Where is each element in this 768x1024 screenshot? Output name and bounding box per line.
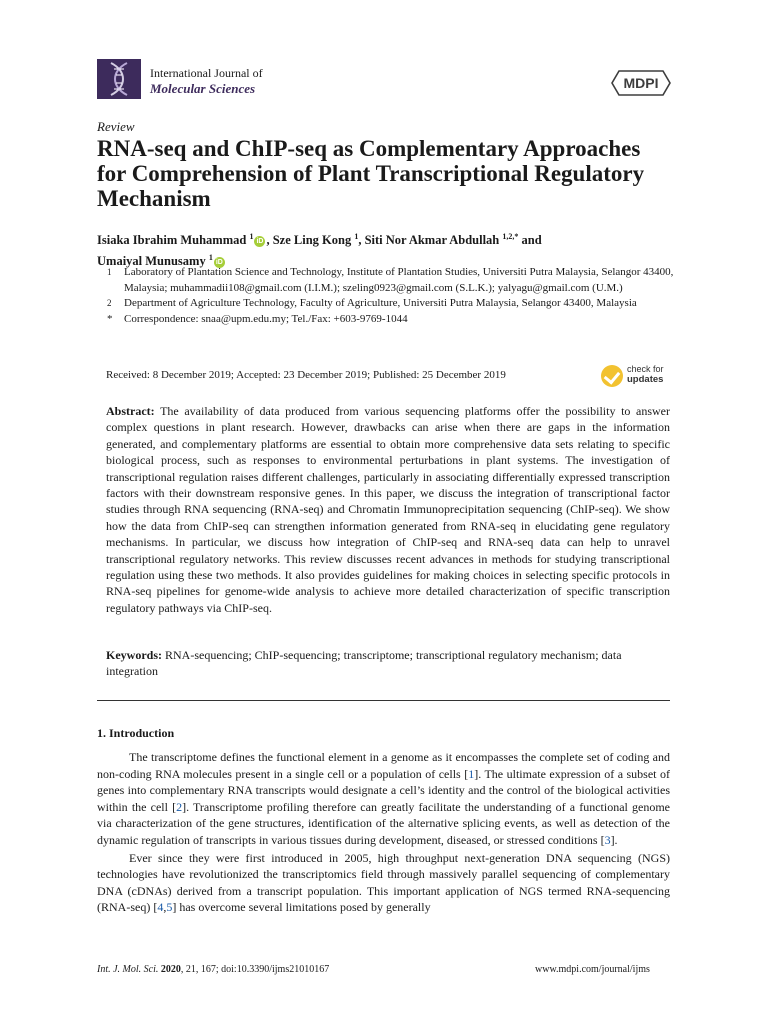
keywords <box>106 647 670 680</box>
keywords-label: Keywords: <box>106 648 162 662</box>
reference-link[interactable]: 4 <box>157 900 164 915</box>
section-heading: 1. Introduction <box>97 726 175 740</box>
author-list <box>97 228 677 270</box>
author-name: Siti Nor Akmar Abdullah <box>364 233 503 248</box>
author-affiliation-mark: 1 <box>249 232 254 241</box>
affiliation-text: Laboratory of Plantation Science and Technology, Institute of Plantation Studies, Universiti Putra Malaysia, Selangor 43400, Malaysia; muhammadii108@gmail.com (I.I.M.); szeling0923@gmail.com (S.L.K.); yalyagu@gmail.com (U.M.) <box>124 266 674 294</box>
reference-link[interactable]: 1 <box>468 766 475 781</box>
reference-link[interactable]: 5 <box>166 900 173 915</box>
keywords-text: RNA-sequencing; ChIP-sequencing; transcriptome; transcriptional regulatory mechanism; data integration <box>106 648 622 679</box>
author-name: Umaiyal Munusamy <box>97 254 209 269</box>
orcid-icon[interactable]: iD <box>215 259 223 267</box>
affiliation-row <box>97 312 677 328</box>
abstract-text: The availability of data produced from various sequencing platforms offer the possibility to answer complex questions in plant research. However, drawbacks can arise when there are gaps in the information generated, and complementary platforms are essential to obtain more comprehensive data sets relating to specific biological process, such as responses to environmental perturbations in plant systems. The investigation of transcriptional regulation raises different challenges, particularly in associating differentially expressed transcription factors with their downstream responsive genes. In this paper, we discuss the integration of transcriptional factor studies through RNA sequencing (RNA-seq) and Chromatin Immunoprecipitation sequencing (ChIP-seq). We show how the data from ChIP-seq can strengthen information generated from RNA-seq in elucidating gene regulatory mechanisms. In particular, we discuss how integration of ChIP-seq and RNA-seq data can help to unravel transcriptional regulatory networks. This review discusses recent advances in methods for studying transcriptional regulation using these two methods. It also provides guidelines for making choices in selecting specific protocols in RNA-seq pipelines for genome-wide analysis to achieve more detailed characterization of specific transcription regulatory pathways via ChIP-seq. <box>106 404 670 615</box>
author-separator: and <box>518 233 542 248</box>
reference-link[interactable]: 2 <box>176 799 183 814</box>
reference-link[interactable]: 3 <box>604 832 611 847</box>
publication-dates: Received: 8 December 2019; Accepted: 23 December 2019; Published: 25 December 2019 <box>106 369 506 381</box>
author-name: Sze Ling Kong <box>272 233 355 248</box>
section-body <box>97 749 670 916</box>
check-for-updates-button[interactable] <box>601 363 679 389</box>
abstract-label: Abstract: <box>106 404 155 418</box>
journal-logo <box>97 59 141 99</box>
journal-abbreviation: Int. J. Mol. Sci. <box>97 964 159 975</box>
year: 2020 <box>160 964 181 975</box>
affiliation-mark: 2 <box>107 298 112 308</box>
article-type: Review <box>97 119 135 134</box>
citation-footer <box>97 964 329 975</box>
article-title: RNA-seq and ChIP-seq as Complementary Approaches for Comprehension of Plant Transcriptional Regulatory Mechanism <box>97 136 645 211</box>
check-updates-icon <box>601 365 623 387</box>
affiliation-mark: * <box>107 312 113 325</box>
abstract <box>106 403 670 616</box>
author-affiliation-mark: 1 <box>208 253 213 263</box>
author-affiliation-mark: 1 <box>354 232 359 241</box>
author-affiliation-mark: 1,2,* <box>502 232 519 241</box>
affiliation-mark: 1 <box>107 267 112 277</box>
mdpi-logo-text: MDPI <box>623 75 659 91</box>
affiliations <box>97 265 677 327</box>
affiliation-row <box>97 296 677 312</box>
journal-name-line1: International Journal of <box>150 66 263 80</box>
paragraph: Ever since they were first introduced in 2005, high throughput next-generation DNA sequencing (NGS) technologies have revolutionized the transcriptomics field through massively parallel sequencing of complementary DNA (cDNAs) derived from a transcript population. This important application of NGS termed RNA-sequencing (RNA-seq) [4,5] has overcome several limitations posed by generally <box>97 850 670 915</box>
check-updates-label: check for updates <box>627 364 664 385</box>
journal-url[interactable]: www.mdpi.com/journal/ijms <box>535 964 650 975</box>
journal-name-line2: Molecular Sciences <box>150 81 256 96</box>
affiliation-text: Department of Agriculture Technology, Faculty of Agriculture, Universiti Putra Malaysia, Selangor 43400, Malaysia <box>124 297 637 309</box>
author-name: Isiaka Ibrahim Muhammad <box>97 233 250 248</box>
divider <box>97 700 670 701</box>
affiliation-row <box>97 265 677 296</box>
author-separator: , <box>358 233 365 248</box>
paragraph: The transcriptome defines the functional element in a genome as it encompasses the complete set of coding and non-coding RNA molecules present in a single cell or a population of cells [1]. The ultimate expression of a subset of genes into complementary RNA transcripts would designate a cell’s identity and the control of the biological activities within the cell [2]. Transcriptome profiling therefore can greatly facilitate the understanding of a functional genome via characterization of the gene structures, identification of the alternative splicing events, as well as detection of the dynamic regulation of transcripts in various tissues during development, diseased, or stressed conditions [3]. <box>97 750 671 847</box>
journal-name <box>150 66 263 96</box>
volume-doi: , 21, 167; doi:10.3390/ijms21010167 <box>180 964 330 975</box>
author-separator: , <box>266 233 273 248</box>
orcid-icon[interactable]: iD <box>256 238 264 246</box>
mdpi-logo[interactable] <box>611 70 671 96</box>
affiliation-text: Correspondence: snaa@upm.edu.my; Tel./Fax: +603-9769-1044 <box>124 312 408 325</box>
